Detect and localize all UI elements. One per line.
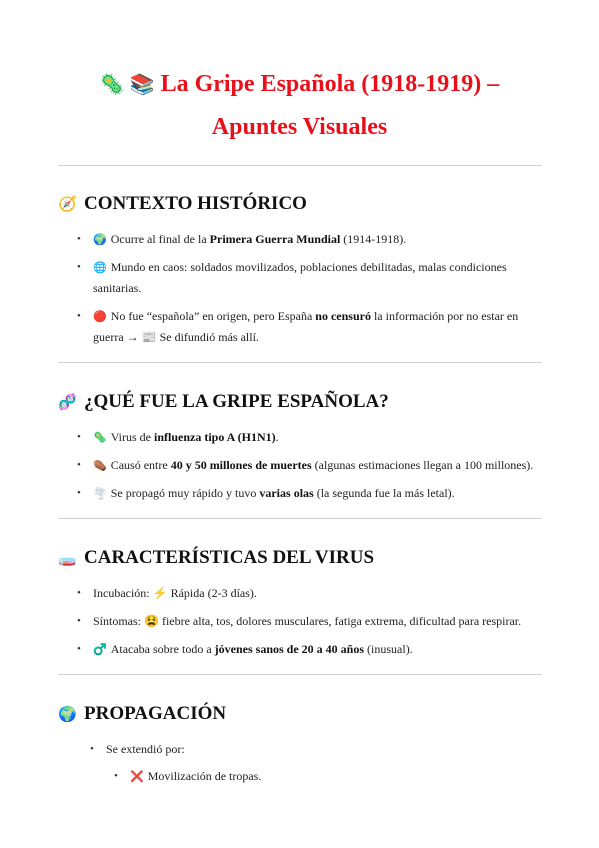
coffin-icon: ⚰️ [93, 460, 107, 472]
list-item: • ♂️ Atacaba sobre todo a jóvenes sanos de 20 a 40 años (inusual). [93, 639, 543, 660]
microbe-icon: 🦠 [93, 432, 107, 444]
divider [58, 518, 542, 519]
tornado-icon: 🌪️ [93, 488, 107, 500]
section-heading-contexto: 🧭 CONTEXTO HISTÓRICO [58, 193, 307, 214]
list-item: • Síntomas: 😫 fiebre alta, tos, dolores musculares, fatiga extrema, dificultad para respirar. [93, 611, 543, 631]
divider [58, 165, 542, 166]
red-circle-icon: 🔴 [93, 311, 107, 323]
microbe-books-icon: 🦠 📚 [99, 74, 155, 96]
list-item: • 🌍 Ocurre al final de la Primera Guerra Mundial (1914-1918). [93, 229, 543, 250]
globe-network-icon: 🌐 [93, 262, 107, 274]
divider [58, 674, 542, 675]
section-heading-caracteristicas: 🧫 CARACTERÍSTICAS DEL VIRUS [58, 547, 375, 568]
sub-list-item: • ❌ Movilización de tropas. [130, 766, 540, 787]
section-heading-que-fue: 🧬 ¿QUÉ FUE LA GRIPE ESPAÑOLA? [58, 391, 389, 412]
compass-icon: 🧭 [58, 197, 77, 213]
male-sign-icon: ♂️ [93, 644, 107, 656]
dna-icon: 🧬 [58, 395, 77, 411]
globe-icon: 🌍 [93, 234, 107, 246]
globe-icon: 🌍 [58, 707, 77, 723]
section-heading-propagacion: 🌍 PROPAGACIÓN [58, 703, 227, 724]
document-title-line2: Apuntes Visuales [211, 114, 388, 140]
divider [58, 362, 542, 363]
list-item: • 🦠 Virus de influenza tipo A (H1N1). [93, 427, 543, 448]
document-title-line1: 🦠 📚 La Gripe Española (1918-1919) – [99, 71, 500, 97]
list-item: • 🌐 Mundo en caos: soldados movilizados, poblaciones debilitadas, malas condiciones sanitarias. [93, 257, 543, 298]
list-item: • ⚰️ Causó entre 40 y 50 millones de muertes (algunas estimaciones llegan a 100 millones). [93, 455, 543, 476]
list-item: • Se extendió por: [106, 739, 556, 759]
list-item: • 🔴 No fue “española” en origen, pero España no censuró la información por no estar en guerra → 📰 Se difundió más allí. [93, 306, 543, 347]
cross-mark-icon: ❌ [130, 771, 144, 783]
virus-icon: 🧫 [58, 551, 77, 567]
list-item: • 🌪️ Se propagó muy rápido y tuvo varias olas (la segunda fue la más letal). [93, 483, 543, 504]
list-item: • Incubación: ⚡ Rápida (2-3 días). [93, 583, 543, 603]
